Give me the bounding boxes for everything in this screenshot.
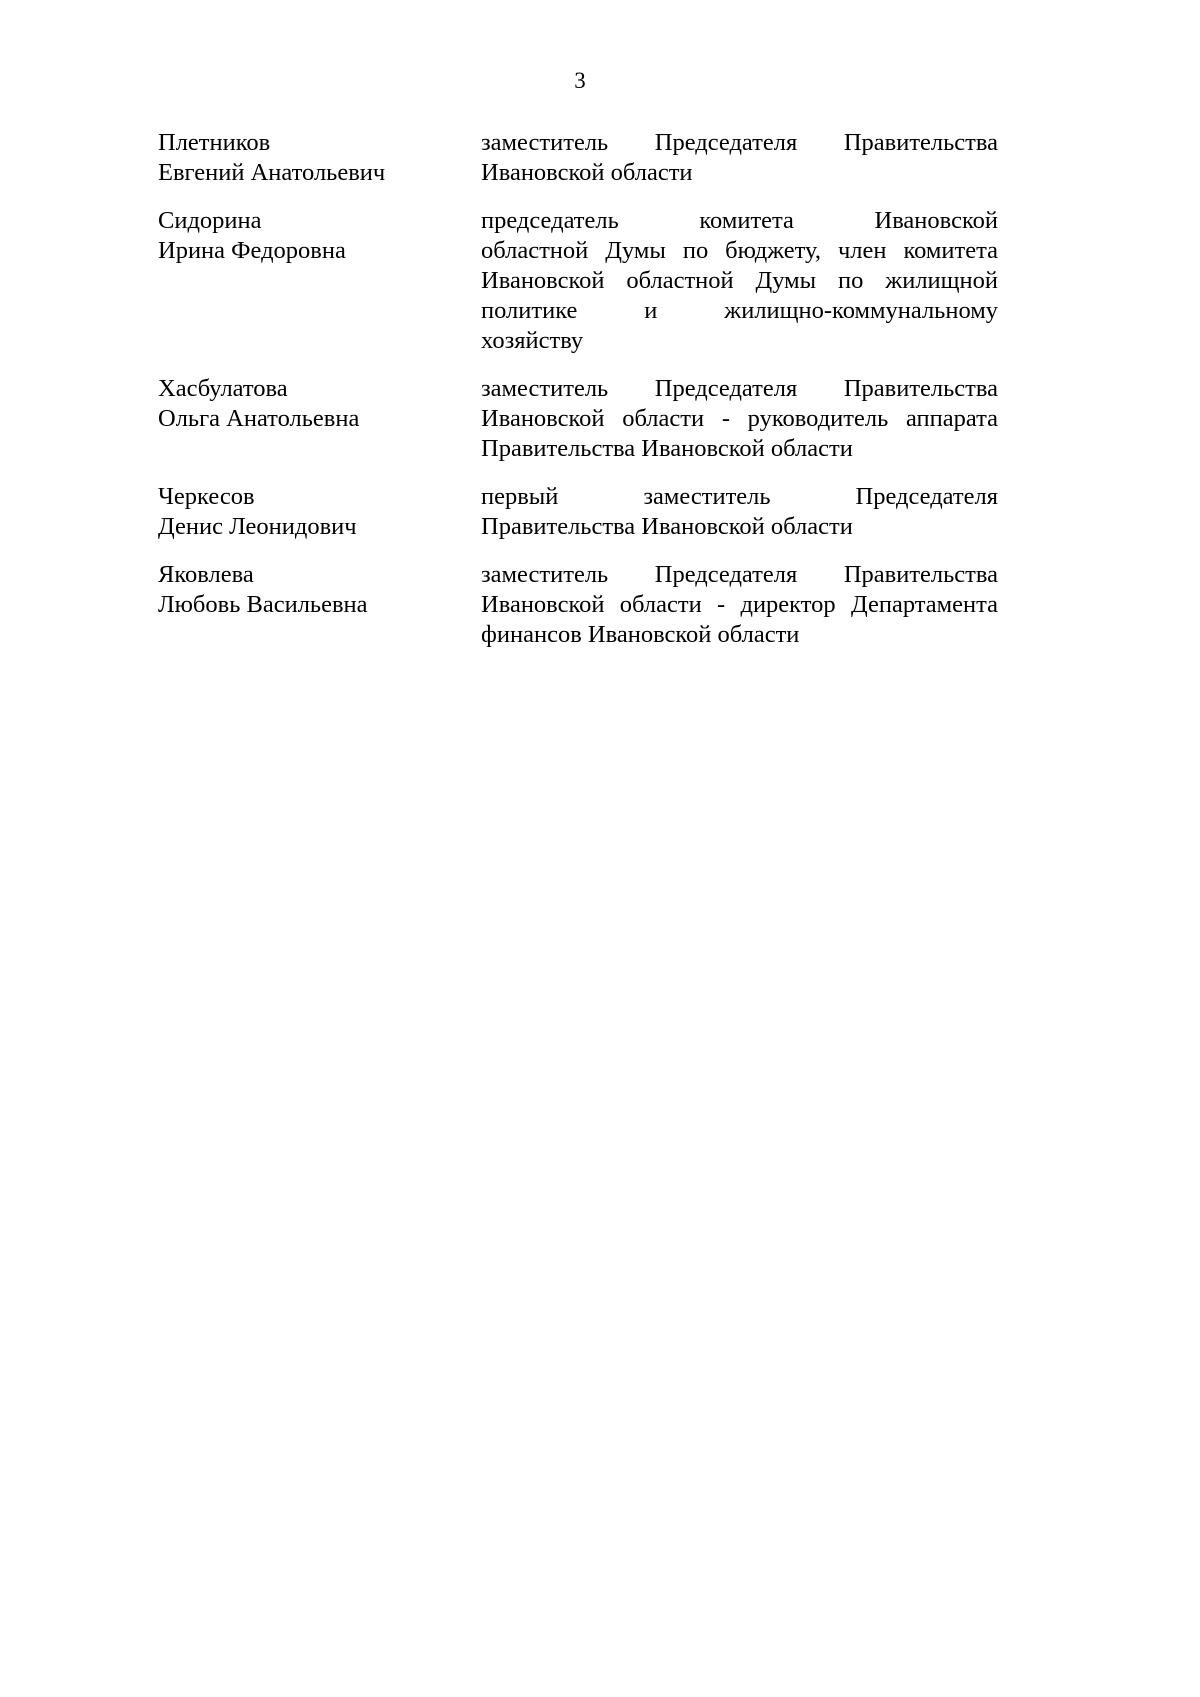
member-name xyxy=(158,374,481,464)
member-role xyxy=(481,128,998,188)
member-given-names: Ольга Анатольевна xyxy=(158,405,360,432)
member-role-line: Правительства Ивановской области xyxy=(481,435,853,462)
member-role-line: хозяйству xyxy=(481,327,584,354)
member-role-line: финансов Ивановской области xyxy=(481,621,800,648)
member-surname: Яковлева xyxy=(158,561,254,588)
member-role-line: Ивановской области - руководитель аппарата xyxy=(481,405,998,432)
member-name xyxy=(158,482,481,542)
member-name xyxy=(158,560,481,650)
member-role-line: областной Думы по бюджету, член комитета xyxy=(481,237,998,264)
member-given-names: Любовь Васильевна xyxy=(158,591,368,618)
member-given-names: Денис Леонидович xyxy=(158,513,357,540)
member-surname: Черкесов xyxy=(158,483,255,510)
member-surname: Плетников xyxy=(158,129,271,156)
member-role-line: политике и жилищно-коммунальному xyxy=(481,297,998,324)
member-role-line: заместитель Председателя Правительства xyxy=(481,561,998,588)
member-role xyxy=(481,206,998,356)
member-role-line: заместитель Председателя Правительства xyxy=(481,129,998,156)
member-name xyxy=(158,206,481,356)
member-role xyxy=(481,374,998,464)
member-entry xyxy=(158,128,998,188)
member-role-line: Ивановской областной Думы по жилищной xyxy=(481,267,998,294)
member-role xyxy=(481,560,998,650)
member-role-line: Правительства Ивановской области xyxy=(481,513,853,540)
member-role-line: Ивановской области - директор Департамента xyxy=(481,591,998,618)
member-entry xyxy=(158,206,998,356)
member-entry xyxy=(158,560,998,650)
member-role-line: первый заместитель Председателя xyxy=(481,483,998,510)
member-name xyxy=(158,128,481,188)
member-role-line: председатель комитета Ивановской xyxy=(481,207,998,234)
members-list xyxy=(158,128,998,668)
member-entry xyxy=(158,482,998,542)
member-role-line: заместитель Председателя Правительства xyxy=(481,375,998,402)
member-given-names: Ирина Федоровна xyxy=(158,237,346,264)
member-surname: Хасбулатова xyxy=(158,375,288,402)
page-number: 3 xyxy=(574,68,586,93)
member-role-line: Ивановской области xyxy=(481,159,693,186)
member-entry xyxy=(158,374,998,464)
member-given-names: Евгений Анатольевич xyxy=(158,159,386,186)
member-role xyxy=(481,482,998,542)
member-surname: Сидорина xyxy=(158,207,262,234)
